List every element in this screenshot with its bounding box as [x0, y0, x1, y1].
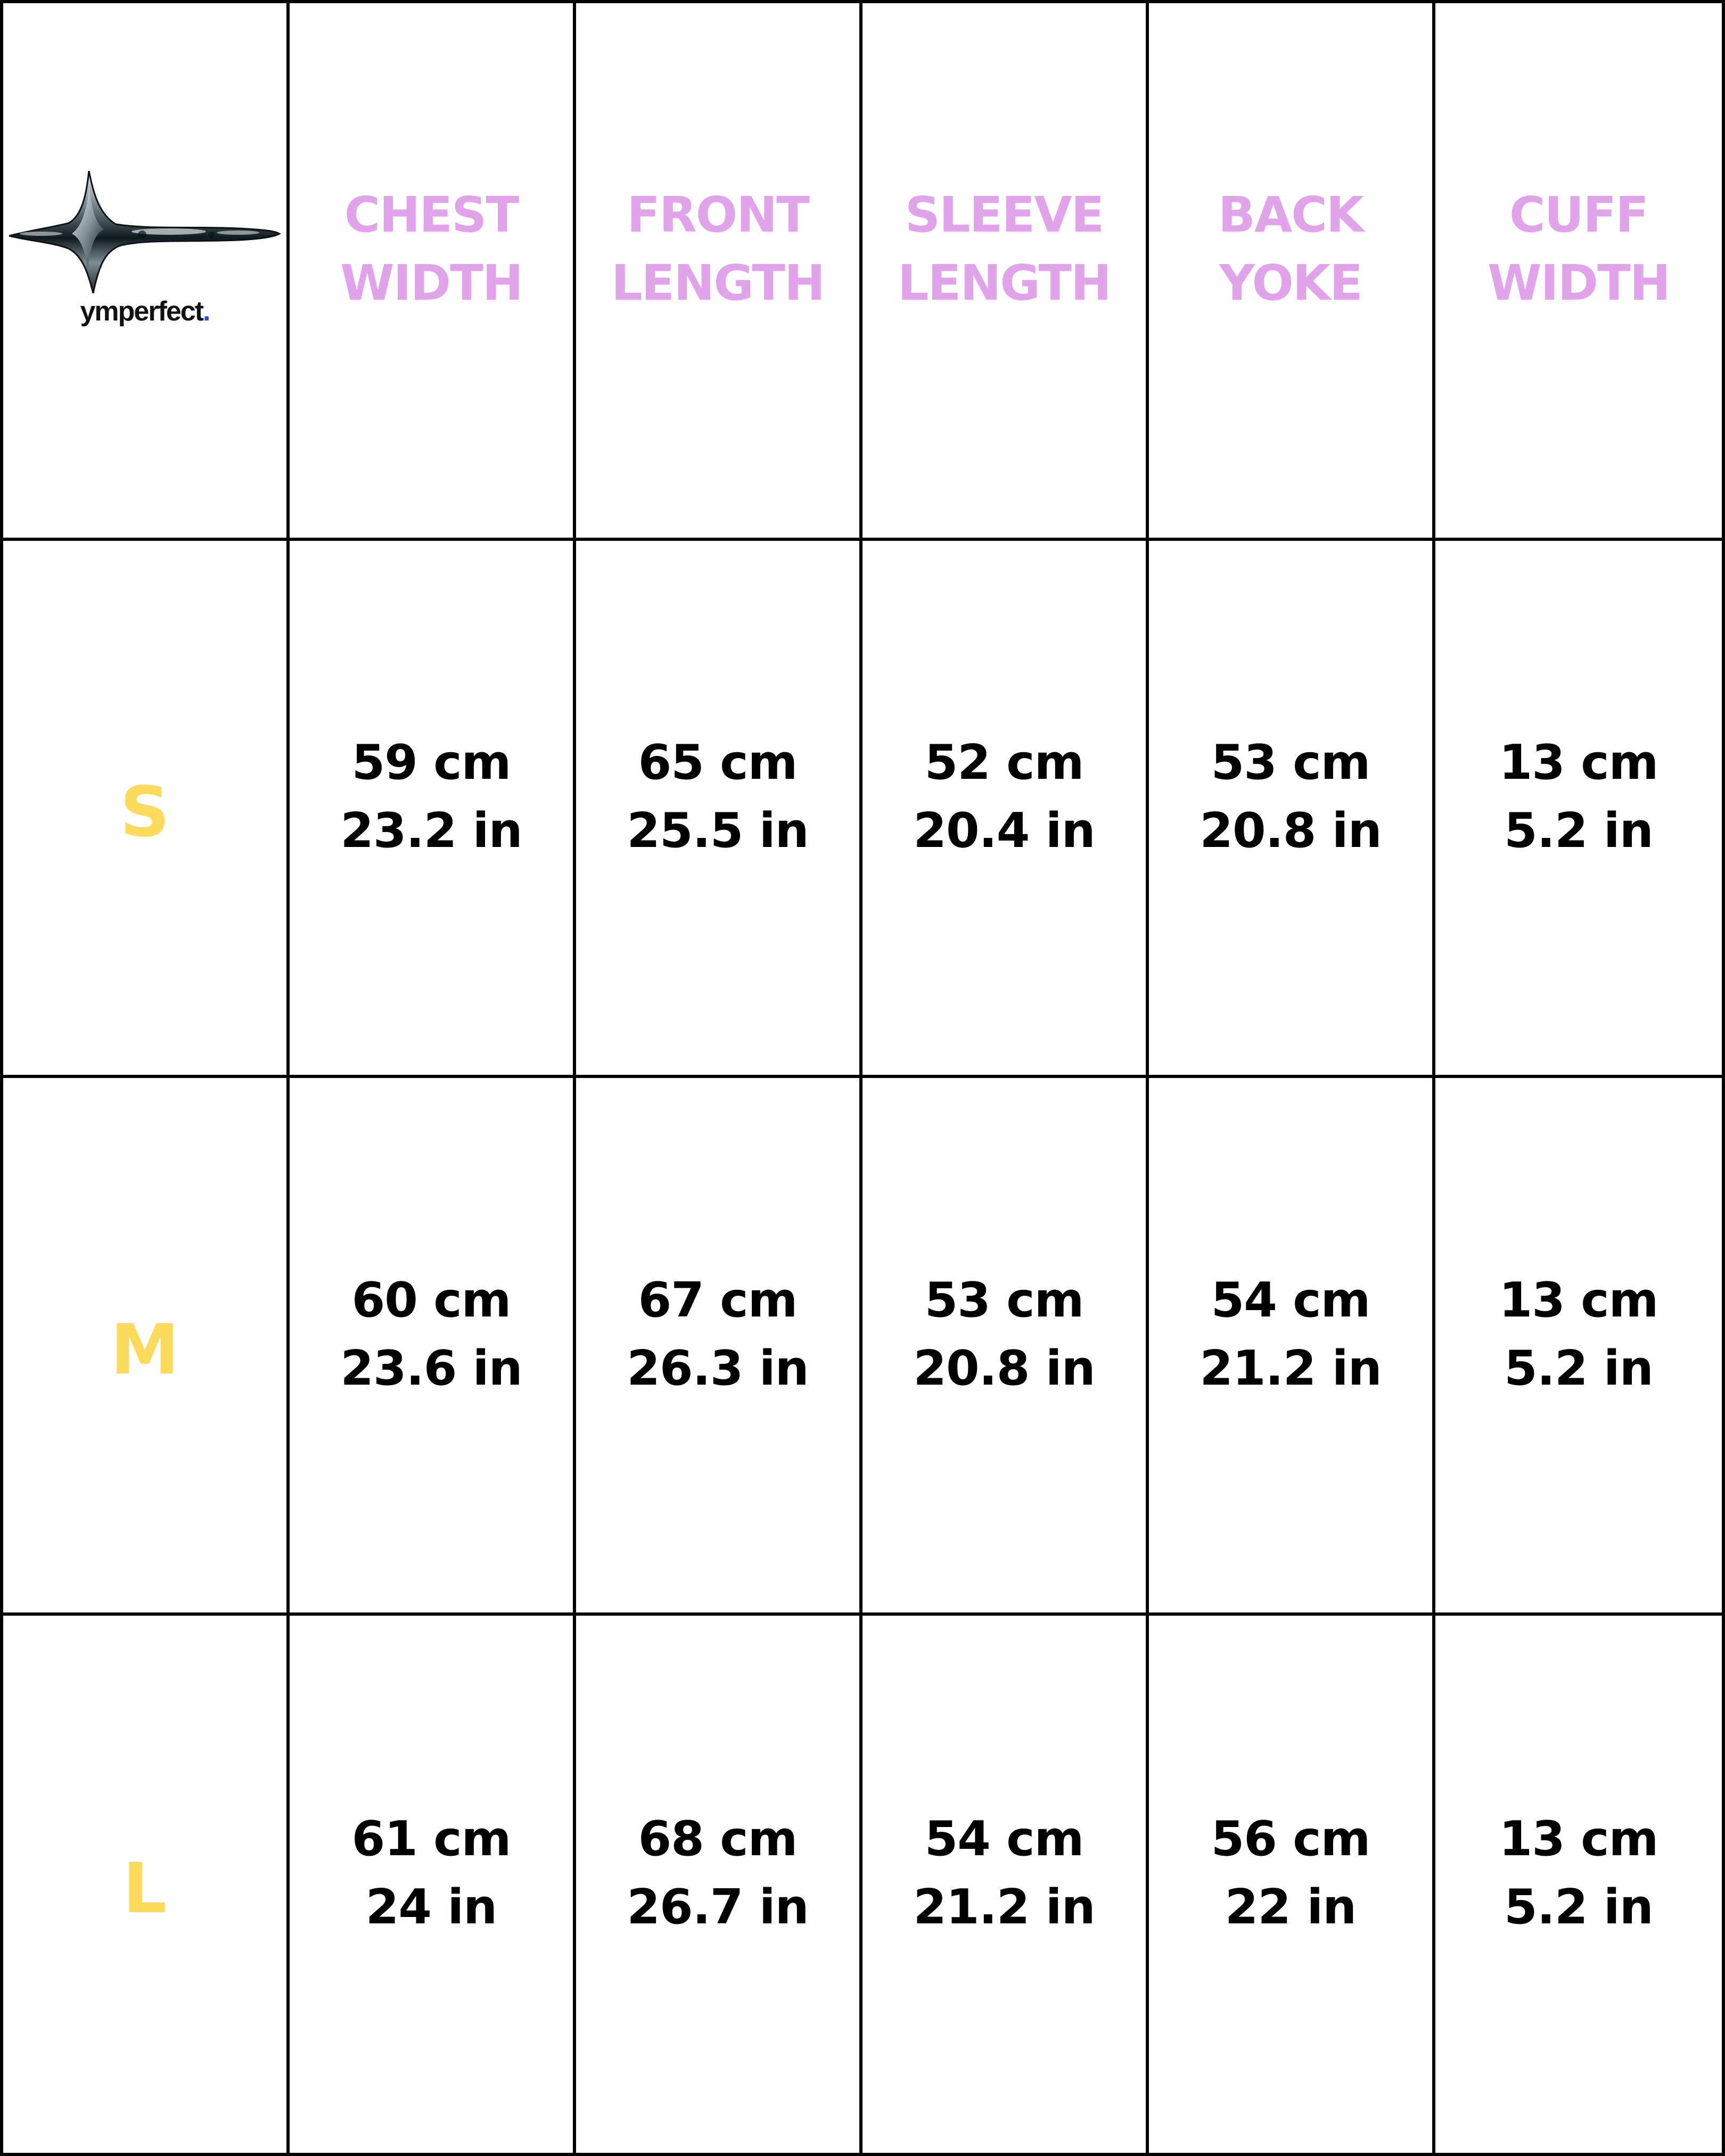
header-sleeve-length [862, 3, 1149, 541]
value-in: 25.5 in [627, 803, 809, 859]
value-cm: 68 cm [638, 1811, 798, 1867]
value-cm: 65 cm [638, 735, 798, 791]
value-cm: 13 cm [1499, 735, 1658, 791]
header-back-yoke [1149, 3, 1435, 541]
size-label: M [110, 1309, 179, 1390]
value-in: 23.6 in [340, 1340, 522, 1396]
value-in: 26.3 in [627, 1340, 809, 1396]
size-label: S [120, 771, 170, 853]
value-cell [1149, 1078, 1435, 1616]
value-cm: 59 cm [351, 735, 511, 791]
header-front-length [576, 3, 862, 541]
header-line: CHEST [344, 186, 519, 243]
size-label-cell [3, 1078, 290, 1616]
value-cm: 53 cm [1211, 735, 1370, 791]
header-line: LENGTH [611, 254, 825, 311]
logo-cell [3, 3, 290, 541]
value-in: 22 in [1225, 1879, 1357, 1936]
value-cm: 13 cm [1499, 1272, 1658, 1328]
header-chest-width [290, 3, 576, 541]
value-in: 24 in [365, 1879, 497, 1936]
value-in: 20.8 in [913, 1340, 1095, 1396]
header-cuff-width [1435, 3, 1722, 541]
value-cm: 54 cm [924, 1811, 1084, 1867]
value-cell [862, 1616, 1149, 2153]
value-cm: 56 cm [1211, 1811, 1370, 1867]
value-in: 26.7 in [627, 1879, 809, 1936]
value-cell [1149, 541, 1435, 1079]
value-cell [576, 1616, 862, 2153]
size-label-cell [3, 1616, 290, 2153]
value-cm: 52 cm [924, 735, 1084, 791]
value-cell [576, 541, 862, 1079]
value-cell [862, 1078, 1149, 1616]
value-in: 5.2 in [1504, 1340, 1653, 1396]
value-in: 5.2 in [1504, 1879, 1653, 1936]
header-line: WIDTH [340, 254, 522, 311]
size-label-cell [3, 541, 290, 1079]
value-in: 21.2 in [1200, 1340, 1382, 1396]
value-cell [290, 1078, 576, 1616]
value-cm: 54 cm [1211, 1272, 1370, 1328]
value-cell [290, 541, 576, 1079]
value-cell [1435, 1616, 1722, 2153]
value-cell [1435, 541, 1722, 1079]
value-cell [290, 1616, 576, 2153]
header-line: LENGTH [897, 254, 1111, 311]
header-line: BACK [1218, 186, 1363, 243]
value-cell [862, 541, 1149, 1079]
size-label: L [122, 1848, 167, 1929]
value-cell [1149, 1616, 1435, 2153]
value-cm: 60 cm [351, 1272, 511, 1328]
value-cm: 53 cm [924, 1272, 1084, 1328]
brand-logo [9, 171, 281, 327]
value-cm: 61 cm [351, 1811, 511, 1867]
chrome-star-icon [9, 171, 281, 293]
header-line: SLEEVE [905, 186, 1104, 243]
brand-wordmark [9, 295, 281, 327]
value-cm: 13 cm [1499, 1811, 1658, 1867]
value-in: 21.2 in [913, 1879, 1095, 1936]
header-line: YOKE [1219, 254, 1362, 311]
header-line: WIDTH [1488, 254, 1670, 311]
header-line: CUFF [1509, 186, 1648, 243]
brand-dot: . [203, 295, 210, 327]
value-cell [576, 1078, 862, 1616]
value-in: 23.2 in [340, 803, 522, 859]
value-cell [1435, 1078, 1722, 1616]
header-line: FRONT [627, 186, 809, 243]
value-in: 5.2 in [1504, 803, 1653, 859]
value-in: 20.8 in [1200, 803, 1382, 859]
value-cm: 67 cm [638, 1272, 798, 1328]
brand-name: ymperfect [80, 295, 203, 327]
value-in: 20.4 in [913, 803, 1095, 859]
